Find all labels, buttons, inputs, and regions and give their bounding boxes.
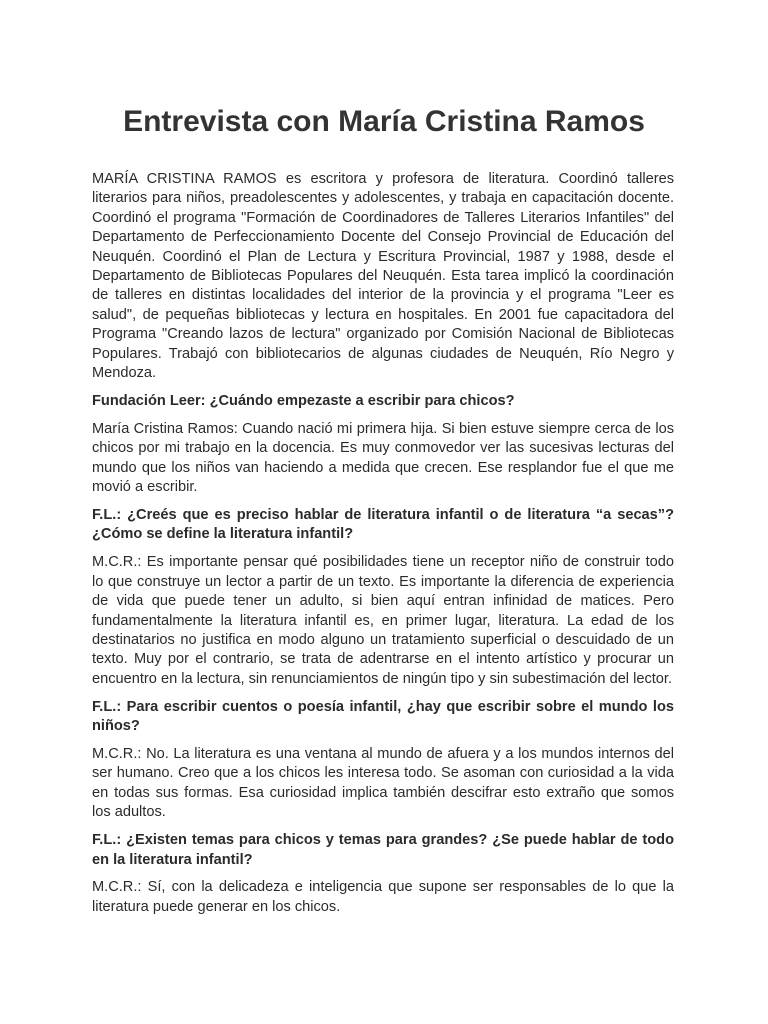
- interview-answer: M.C.R.: Sí, con la delicadeza e inteligencia que supone ser responsables de lo que la literatura puede generar en los chicos.: [92, 879, 674, 915]
- interview-answer: M.C.R.: Es importante pensar qué posibilidades tiene un receptor niño de construir todo lo que construye un lector a partir de un texto. Es importante la diferencia de experiencia de vida que puede tener un adulto, si bien aquí entran infinidad de matices. Pero fundamentalmente la literatura infantil es, en primer lugar, literatura. La edad de los destinatarios no justifica en modo alguno un tratamiento superficial o descuidado de un texto. Muy por el contrario, se trata de adentrarse en el intento artístico y procurar un encuentro en la lectura, sin renunciamientos de ningún tipo y sin subestimación del lector.: [92, 554, 674, 687]
- interview-answer: María Cristina Ramos: Cuando nació mi primera hija. Si bien estuve siempre cerca de los chicos por mi trabajo en la docencia. Es muy conmovedor ver las sucesivas lecturas del mundo que los niños van haciendo a medida que crecen. Ese resplandor fue el que me movió a escribir.: [92, 420, 674, 496]
- interview-question: F.L.: ¿Creés que es preciso hablar de literatura infantil o de literatura “a secas”? ¿Cómo se define la literatura infantil?: [92, 507, 674, 543]
- intro-paragraph: MARÍA CRISTINA RAMOS es escritora y profesora de literatura. Coordinó talleres literarios para niños, preadolescentes y adolescentes, y trabaja en capacitación docente. Coordinó el programa "Formación de Coordinadores de Talleres Literarios Infantiles" del Departamento de Perfeccionamiento Docente del Consejo Provincial de Educación del Neuquén. Coordinó el Plan de Lectura y Escritura Provincial, 1987 y 1988, desde el Departamento de Bibliotecas Populares del Neuquén. Esta tarea implicó la coordinación de talleres en distintas localidades del interior de la provincia y el programa "Leer es salud", de pequeñas bibliotecas y lectura en hospitales. En 2001 fue capacitadora del Programa "Creando lazos de lectura" organizado por Comisión Nacional de Bibliotecas Populares. Trabajó con bibliotecarios de algunas ciudades de Neuquén, Río Negro y Mendoza.: [92, 171, 674, 382]
- document-body: [92, 170, 674, 926]
- interview-question: F.L.: Para escribir cuentos o poesía infantil, ¿hay que escribir sobre el mundo los niños?: [92, 698, 674, 735]
- interview-question: F.L.: ¿Existen temas para chicos y temas para grandes? ¿Se puede hablar de todo en la literatura infantil?: [92, 832, 674, 868]
- interview-question: Fundación Leer: ¿Cuándo empezaste a escribir para chicos?: [92, 392, 515, 409]
- page-title: Entrevista con María Cristina Ramos: [123, 105, 645, 138]
- interview-answer: M.C.R.: No. La literatura es una ventana al mundo de afuera y a los mundos internos del ser humano. Creo que a los chicos les interesa todo. Se asoman con curiosidad a la vida en todas sus formas. Esa curiosidad implica también descifrar esto extraño que somos los adultos.: [92, 745, 674, 821]
